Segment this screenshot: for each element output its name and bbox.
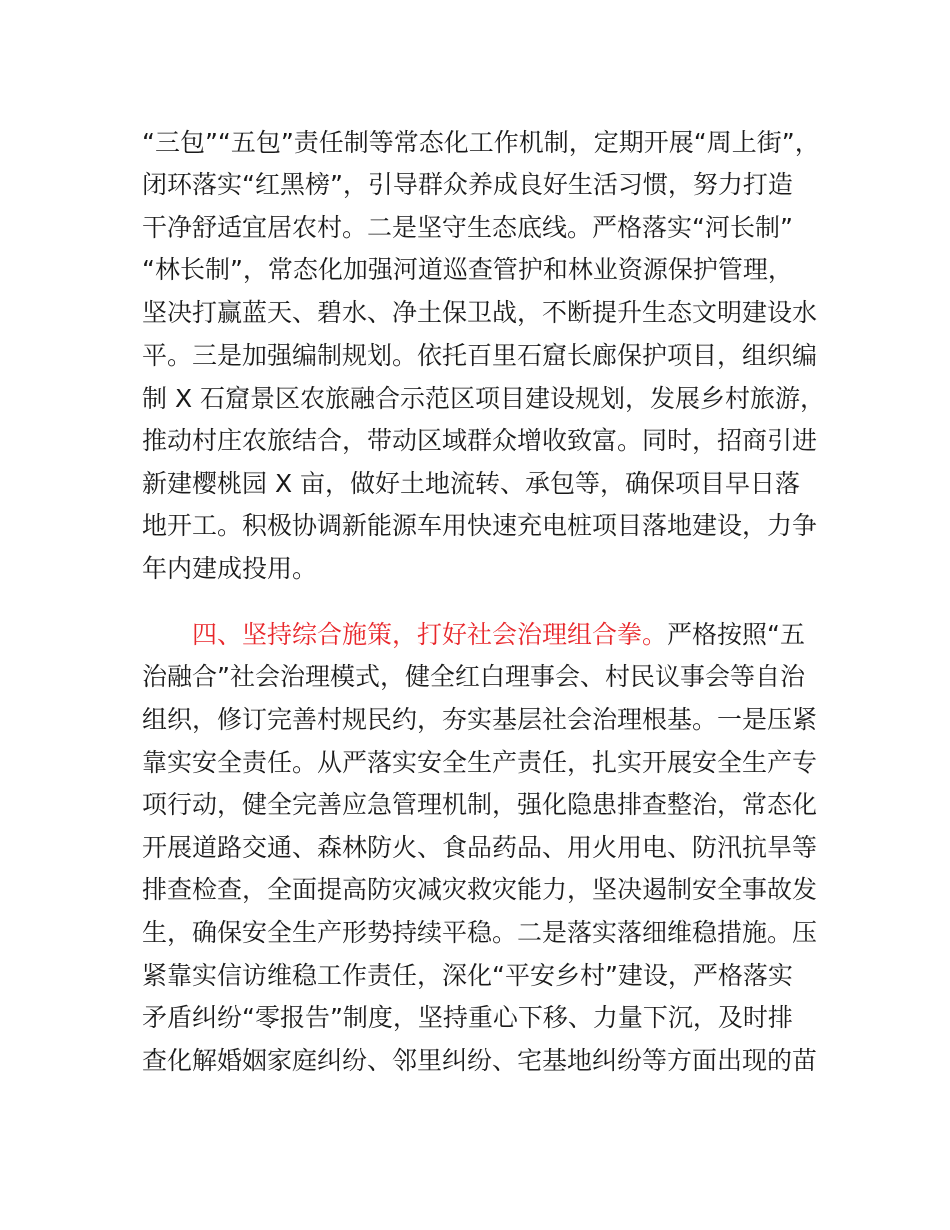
paragraph-line: 干净舒适宜居农村。二是坚守生态底线。严格落实“河长制” — [142, 213, 793, 242]
paragraph-line: 治融合”社会治理模式，健全红白理事会、村民议事会等自治 — [142, 662, 805, 691]
paragraph-line: 年内建成投用。 — [142, 554, 318, 583]
paragraph-line: 地开工。积极协调新能源车用快速充电桩项目落地建设，力争 — [142, 511, 818, 540]
paragraph-line: 推动村庄农旅结合，带动区域群众增收致富。同时，招商引进 — [142, 426, 818, 455]
paragraph-line: 坚决打赢蓝天、碧水、净土保卫战，不断提升生态文明建设水 — [142, 298, 818, 327]
paragraph-line: 组织，修订完善村规民约，夯实基层社会治理根基。一是压紧 — [142, 705, 818, 734]
paragraph-line: 生，确保安全生产形势持续平稳。二是落实落细维稳措施。压 — [142, 918, 818, 947]
paragraph-line: 紧靠实信访维稳工作责任，深化“平安乡村”建设，严格落实 — [142, 961, 793, 990]
paragraph-line: 项行动，健全完善应急管理机制，强化隐患排查整治，常态化 — [142, 790, 818, 819]
paragraph-line: 制 X 石窟景区农旅融合示范区项目建设规划，发展乡村旅游， — [142, 384, 826, 413]
paragraph-line: 开展道路交通、森林防火、食品药品、用火用电、防汛抗旱等 — [142, 833, 818, 862]
paragraph-line: 平。三是加强编制规划。依托百里石窟长廊保护项目，组织编 — [142, 341, 818, 370]
paragraph-line: 新建樱桃园 X 亩，做好土地流转、承包等，确保项目早日落 — [142, 469, 801, 498]
paragraph-line: “林长制”，常态化加强河道巡查管护和林业资源保护管理， — [142, 255, 793, 284]
paragraph-line: 排查检查，全面提高防灾减灾救灾能力，坚决遏制安全事故发 — [142, 875, 818, 904]
paragraph-first-line — [192, 619, 805, 651]
paragraph-line: 查化解婚姻家庭纠纷、邻里纠纷、宅基地纠纷等方面出现的苗 — [142, 1046, 818, 1075]
paragraph-line: 闭环落实“红黑榜”，引导群众养成良好生活习惯，努力打造 — [142, 170, 793, 199]
section-first-line-text: 严格按照“五 — [667, 620, 805, 649]
section-heading: 四、坚持综合施策，打好社会治理组合拳。 — [192, 620, 668, 649]
paragraph-line: “三包”“五包”责任制等常态化工作机制，定期开展“周上街”， — [142, 128, 820, 157]
paragraph-line: 矛盾纠纷“零报告”制度，坚持重心下移、力量下沉，及时排 — [142, 1003, 793, 1032]
paragraph-line: 靠实安全责任。从严落实安全生产责任，扎实开展安全生产专 — [142, 748, 818, 777]
